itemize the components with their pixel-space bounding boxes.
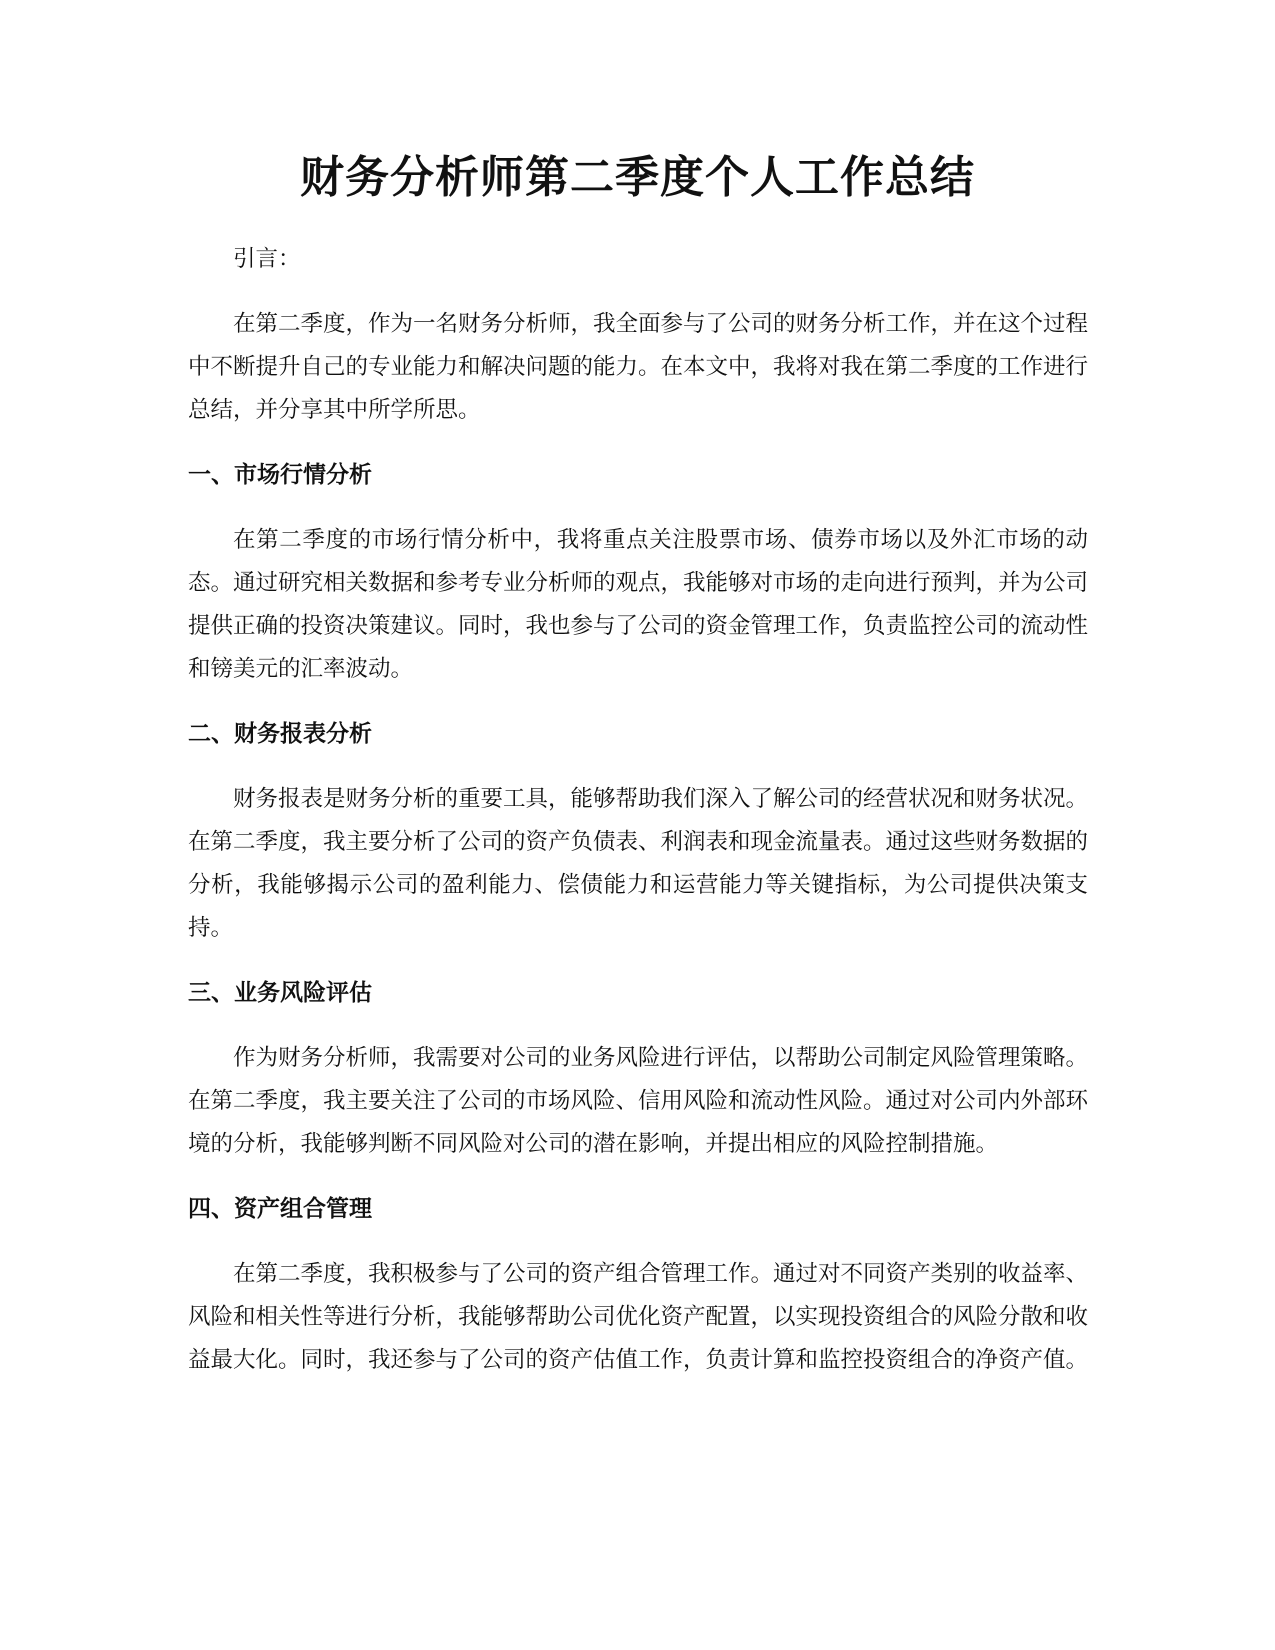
section-paragraph: 在第二季度的市场行情分析中，我将重点关注股票市场、债券市场以及外汇市场的动态。通过研究相关数据和参考专业分析师的观点，我能够对市场的走向进行预判，并为公司提供正确的投资决策建议。同时，我也参与了公司的资金管理工作，负责监控公司的流动性和镑美元的汇率波动。 xyxy=(188,527,1089,682)
intro-paragraph: 在第二季度，作为一名财务分析师，我全面参与了公司的财务分析工作，并在这个过程中不断提升自己的专业能力和解决问题的能力。在本文中，我将对我在第二季度的工作进行总结，并分享其中所学所思。 xyxy=(188,311,1089,423)
intro-label: 引言： xyxy=(233,246,301,272)
section-heading: 一、市场行情分析 xyxy=(188,462,372,488)
section-heading: 三、业务风险评估 xyxy=(188,980,372,1006)
section-risk-assessment xyxy=(188,972,1088,1166)
section-portfolio-management xyxy=(188,1188,1088,1382)
section-paragraph: 作为财务分析师，我需要对公司的业务风险进行评估，以帮助公司制定风险管理策略。在第二季度，我主要关注了公司的市场风险、信用风险和流动性风险。通过对公司内外部环境的分析，我能够判断不同风险对公司的潜在影响，并提出相应的风险控制措施。 xyxy=(188,1045,1089,1157)
document-body xyxy=(188,238,1088,1382)
document-title: 财务分析师第二季度个人工作总结 xyxy=(300,152,975,203)
section-market-analysis xyxy=(188,454,1088,691)
section-heading: 二、财务报表分析 xyxy=(188,721,372,747)
section-heading: 四、资产组合管理 xyxy=(188,1196,372,1222)
section-paragraph: 在第二季度，我积极参与了公司的资产组合管理工作。通过对不同资产类别的收益率、风险和相关性等进行分析，我能够帮助公司优化资产配置，以实现投资组合的风险分散和收益最大化。同时，我还参与了公司的资产估值工作，负责计算和监控投资组合的净资产值。 xyxy=(188,1261,1089,1373)
section-financial-statements xyxy=(188,713,1088,950)
section-paragraph: 财务报表是财务分析的重要工具，能够帮助我们深入了解公司的经营状况和财务状况。在第二季度，我主要分析了公司的资产负债表、利润表和现金流量表。通过这些财务数据的分析，我能够揭示公司的盈利能力、偿债能力和运营能力等关键指标，为公司提供决策支持。 xyxy=(188,786,1089,941)
